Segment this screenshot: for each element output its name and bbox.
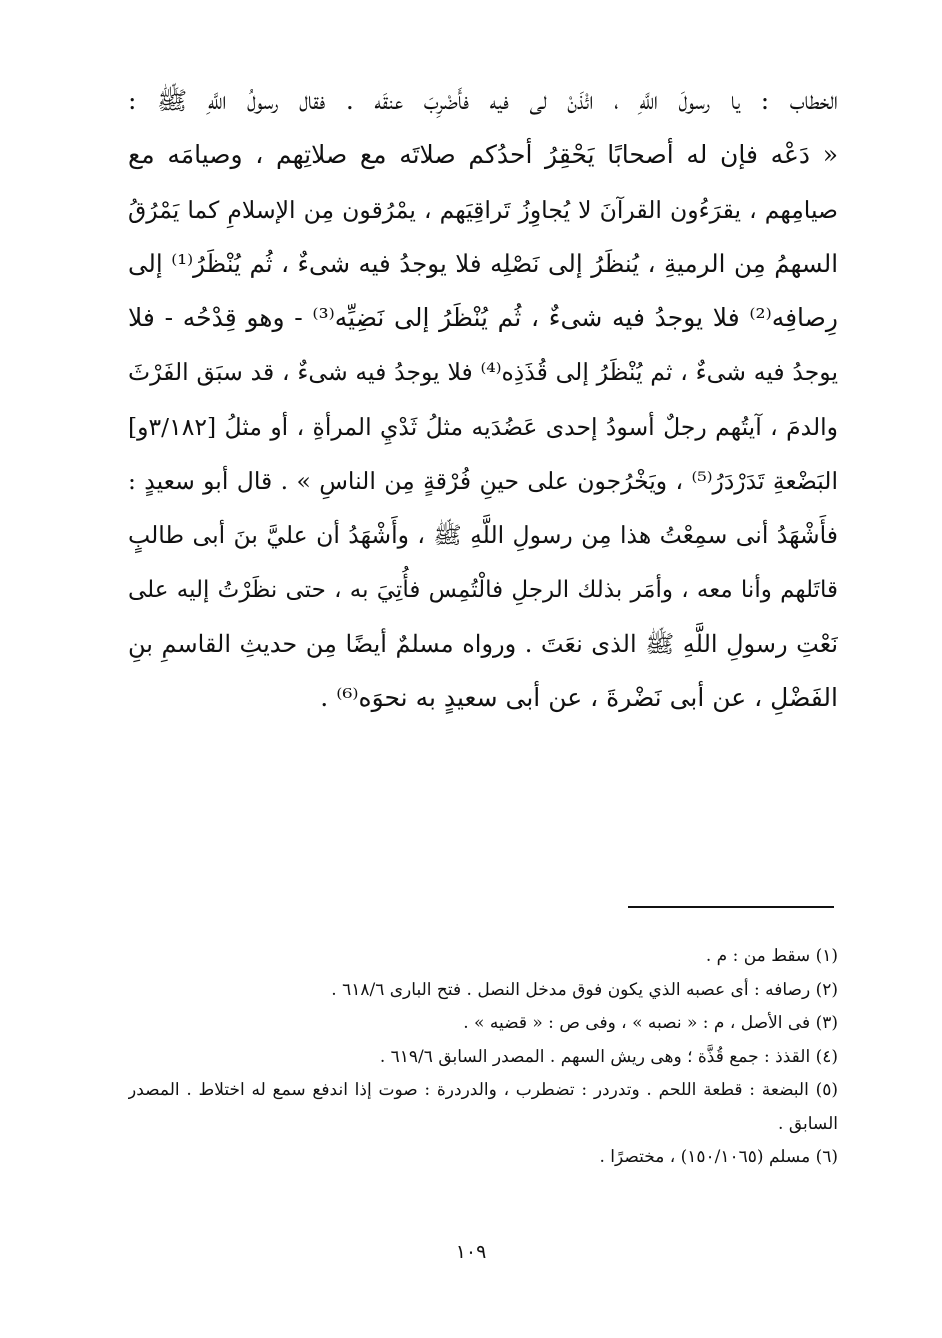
main-text-block (128, 74, 838, 726)
footnote: (٣) فى الأصل ، م : « نصبه » ، وفى ص : « قضيه » . (463, 1013, 838, 1033)
main-text-line: صيامِهم ، يقرَءُون القرآنَ لا يُجاوِزُ تَراقِيَهم ، يمْرُقون مِن الإسلامِ كما يَمْرُقُ (128, 195, 838, 224)
footnote: (٥) البضعة : قطعة اللحم . وتدردر : تضطرب ، والدردرة : صوت إذا اندفع سمع له اختلاط . المصدر (128, 1080, 838, 1100)
footnote-divider (628, 906, 834, 908)
footnote: (٤) القذذ : جمع قُذَّة ؛ وهى ريش السهم . المصدر السابق ٦١٩/٦ . (379, 1046, 838, 1067)
main-text-line: قاتَلهم وأنا معه ، وأمَر بذلك الرجلِ فالْتُمِس فأُتِيَ به ، حتى نظَرْتُ إليه على (128, 576, 838, 603)
footnote-continuation: السابق . (778, 1113, 838, 1134)
footnote: (١) سقط من : م . (705, 946, 838, 966)
page-number: ١٠٩ (455, 1241, 487, 1263)
footnote: (٢) رصافه : أى عصبه الذي يكون فوق مدخل النصل . فتح البارى ٦١٨/٦ . (331, 979, 838, 1000)
main-text-line: الفَضْلِ ، عن أبى نَضْرةَ ، عن أبى سعيدٍ به نحوَه⁽⁶⁾ . (320, 683, 838, 713)
main-text-line: والدمَ ، آيتُهم رجلٌ أسودُ إحدى عَضُدَيه مثلُ ثَدْيِ المرأةِ ، أو مثلُ [٣/١٨٢و] (128, 412, 838, 441)
main-text-line: الخطاب : يا رسولَ اللَّهِ ، ائْذَنْ لى فيه فأَضْرِبَ عنقَه . فقال رسولُ اللَّهِ ﷺ : (128, 86, 838, 115)
main-text-line: البَضْعةِ تَدَرْدَرُ⁽⁵⁾ ، ويَخْرُجون على حينِ فُرْقةٍ مِن الناسِ » . قال أبو سعيدٍ : (128, 467, 838, 496)
footnote: (٦) مسلم (١٥٠/١٠٦٥) ، مختصرًا . (599, 1147, 838, 1167)
footnotes-block (128, 940, 838, 1175)
main-text-line: السهمُ مِن الرميةِ ، يُنظَرُ إلى نَصْلِه فلا يوجدُ فيه شىءٌ ، ثُم يُنْظَرُ⁽¹⁾ إلى (128, 248, 838, 278)
main-text-line: « دَعْه فإن له أصحابًا يَحْقِرُ أحدُكم صلاتَه مع صلاتِهم ، وصيامَه مع (128, 140, 838, 170)
main-text-line: رِصافِه⁽²⁾ فلا يوجدُ فيه شىءٌ ، ثُم يُنْظَرُ إلى نَضِيِّه⁽³⁾ - وهو قِدْحُه - فلا (128, 303, 838, 333)
main-text-line: فأَشْهَدُ أنى سمِعْتُ هذا مِن رسولِ اللَّهِ ﷺ ، وأَشْهَدُ أن عليَّ بنَ أبى طالبٍ (128, 521, 838, 550)
main-text-line: يوجدُ فيه شىءٌ ، ثم يُنْظَرُ إلى قُذَذِه⁽⁴⁾ فلا يوجدُ فيه شىءٌ ، قد سبَق الفَرْثَ (128, 358, 838, 387)
main-text-line: نَعْتِ رسولِ اللَّهِ ﷺ الذى نعَتَ . ورواه مسلمٌ أيضًا مِن حديثِ القاسمِ بنِ (128, 629, 838, 658)
